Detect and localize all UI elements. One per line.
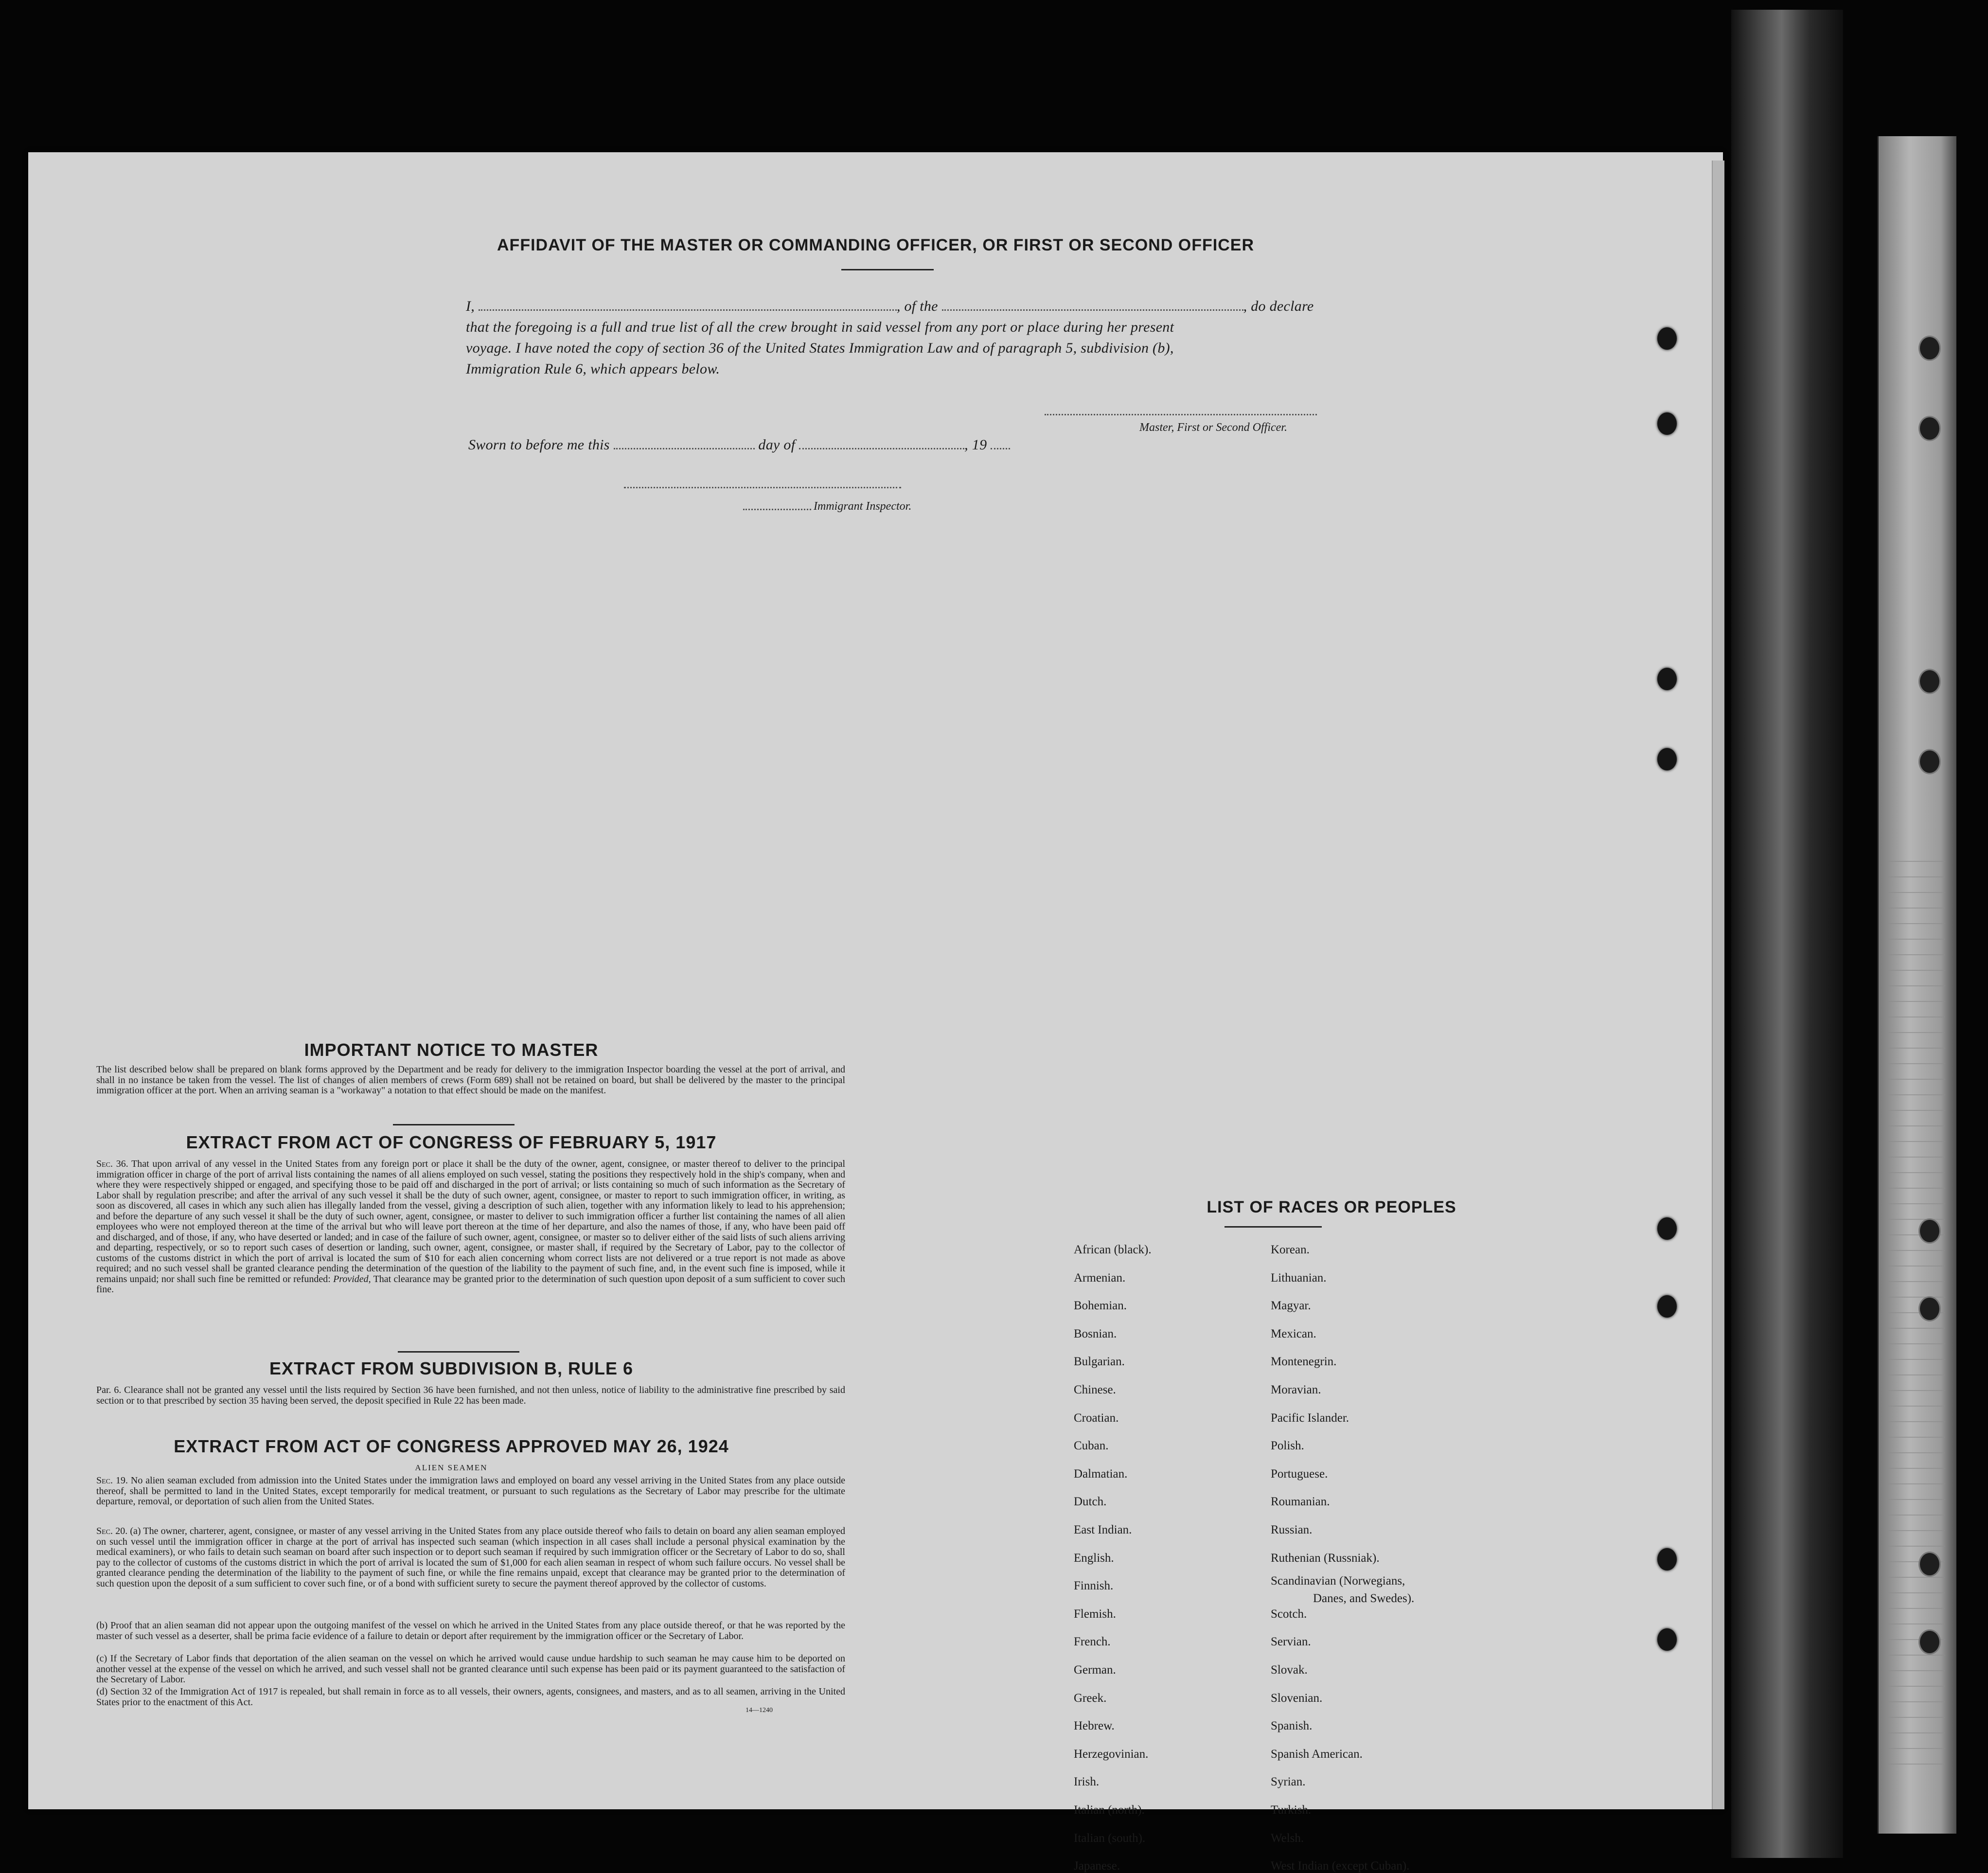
punch-hole — [1657, 1217, 1677, 1240]
race-item: Slovenian. — [1271, 1691, 1323, 1705]
section-rule — [398, 1351, 519, 1353]
punch-hole — [1657, 327, 1677, 350]
vessel-name-field[interactable] — [942, 309, 1243, 311]
binder-hole — [1918, 1296, 1941, 1321]
race-item: Greek. — [1074, 1691, 1107, 1705]
master-name-field[interactable] — [479, 309, 897, 311]
master-signature-line[interactable] — [1045, 414, 1317, 415]
sworn-month-field[interactable] — [799, 448, 964, 449]
declaration-i: I, — [466, 298, 475, 314]
punch-hole — [1657, 1548, 1677, 1570]
extract-1917-text — [96, 1159, 845, 1295]
race-item: Mexican. — [1271, 1327, 1316, 1340]
race-item: German. — [1074, 1663, 1116, 1677]
race-item: Ruthenian (Russniak). — [1271, 1551, 1380, 1565]
declaration-line-1 — [466, 298, 1314, 315]
race-item: Dalmatian. — [1074, 1467, 1128, 1481]
binder-hole — [1918, 416, 1941, 441]
binder-hole — [1918, 1218, 1941, 1244]
race-item: English. — [1074, 1551, 1114, 1565]
race-item: Lithuanian. — [1271, 1271, 1327, 1284]
punch-hole — [1657, 668, 1677, 690]
manifest-page — [28, 152, 1723, 1873]
sworn-year-field[interactable] — [991, 448, 1010, 449]
races-title-rule — [1225, 1226, 1322, 1228]
race-item: Japanese. — [1074, 1859, 1120, 1873]
master-signature-label: Master, First or Second Officer. — [1139, 421, 1287, 434]
race-item: Herzegovinian. — [1074, 1747, 1149, 1761]
race-item: Hebrew. — [1074, 1719, 1115, 1733]
punch-hole — [1657, 1628, 1677, 1651]
binder-hole — [1918, 669, 1941, 694]
race-item: Bosnian. — [1074, 1327, 1117, 1340]
extract-rule6-title: EXTRACT FROM SUBDIVISION B, RULE 6 — [269, 1358, 634, 1378]
affidavit-title: AFFIDAVIT OF THE MASTER OR COMMANDING OFFICER, OR FIRST OR SECOND OFFICER — [497, 236, 1254, 254]
race-item: Italian (north). — [1074, 1803, 1145, 1817]
sworn-day-field[interactable] — [614, 448, 755, 449]
alien-seamen-subtitle: ALIEN SEAMEN — [415, 1463, 488, 1472]
page-edge — [1712, 161, 1724, 1809]
section-rule — [393, 1124, 515, 1125]
race-item: Flemish. — [1074, 1607, 1116, 1621]
race-item: Italian (south). — [1074, 1831, 1146, 1845]
extract-1917-title: EXTRACT FROM ACT OF CONGRESS OF FEBRUARY 5, 1917 — [186, 1132, 717, 1152]
sec-19-body: No alien seaman excluded from admission into the United States under the immigration laws and employed on board any vessel arriving in the United States from any place outside thereof, shall be permitted to land in the United States, except temporarily for medical treatment, or pursuant to such regulations as the Secretary of Labor may prescribe for the ultimate departure, removal, or deportation of such alien from the United States. — [96, 1475, 846, 1507]
race-item: African (black). — [1074, 1243, 1152, 1256]
inspector-signature-line[interactable] — [624, 487, 901, 488]
race-item: Slovak. — [1271, 1663, 1308, 1677]
race-item: East Indian. — [1074, 1523, 1132, 1536]
sworn-year: , 19 — [964, 437, 987, 453]
race-item: Spanish American. — [1271, 1747, 1363, 1761]
sec-20a-body: (a) The owner, charterer, agent, consignee, or master of any vessel arriving in the United States from any place outside thereof who fails to detain on board any alien seaman employed on such vessel until the immigration officer in charge at the port of arrival has inspected such seaman (which inspection in all cases shall include a personal physical examination by the medical examiners), or who fails to detain such seaman on board after such inspection or to deport such seaman if required by such immigration officer or the Secretary of Labor to do so, shall pay to the collector of customs of the customs district in which the port of arrival is located the sum of $1,000 for each alien seaman in respect of whom such failure occurs. No vessel shall be granted clearance pending the determination of the liability to the payment of such fine, or while the fine remains unpaid, except that clearance may be granted prior to the determination of such question upon the deposit of a sum sufficient to cover such fine, or of a bond with sufficient surety to secure the payment thereof approved by the collector of customs. — [96, 1526, 846, 1589]
punch-hole — [1657, 412, 1677, 435]
race-item: Scandinavian (Norwegians, — [1271, 1574, 1405, 1588]
race-item: Bohemian. — [1074, 1299, 1127, 1313]
proviso-label: Provided, — [333, 1273, 371, 1284]
extract-rule6-text: Par. 6. Clearance shall not be granted any vessel until the lists required by Section 36 have been furnished, and not then unless, notice of liability to the administrative fine prescribed by said section or to that prescribed by section 35 having been served, the deposit specified in Rule 22 has been made. — [96, 1385, 845, 1406]
sec-20c-text: (c) If the Secretary of Labor finds that deportation of the alien seaman on the vessel on which he arrived would cause undue hardship to such seaman he may cause him to be deported on another vessel at the expense of the vessel on which he arrived, and such vessel shall not be granted clearance until such expense has been paid or its payment guaranteed to the satisfaction of the Secretary of Labor. — [96, 1653, 845, 1685]
race-item: Portuguese. — [1271, 1467, 1328, 1481]
declaration-line-4: Immigration Rule 6, which appears below. — [466, 361, 720, 377]
race-item: Polish. — [1271, 1439, 1304, 1453]
form-number: 14—1240 — [746, 1707, 773, 1714]
binder-hole — [1918, 1629, 1941, 1655]
declaration-line-3: voyage. I have noted the copy of section 36 of the United States Immigration Law and of paragraph 5, subdivision (b), — [466, 340, 1174, 356]
race-item: Spanish. — [1271, 1719, 1313, 1733]
race-item: Welsh. — [1271, 1831, 1304, 1845]
races-title: LIST OF RACES OR PEOPLES — [1207, 1198, 1456, 1216]
sec-36-body: That upon arrival of any vessel in the United States from any foreign port or place it shall be the duty of the owner, agent, consignee, or master thereof to deliver to the principal immigration officer in charge of the port of arrival lists containing the names of all aliens employed on such vessel, stating the positions they respectively hold in the ship's company, when and where they were respectively shipped or engaged, and specifying those to be paid off and discharged in the port of arrival; or lists containing so much of such information as the Secretary of Labor shall by regulation prescribe; and after the arrival of any such vessel it shall be the duty of such owner, agent, consignee, or master to report to such immigration officer, in writing, as soon as discovered, all cases in which any such alien has illegally landed from the vessel, giving a description of such alien, together with any information likely to lead to his apprehension; and before the departure of any such vessel it shall be the duty of such owner, agent, consignee, or master to deliver to such immigration officer a further list containing the names of all alien employees who were not employed thereon at the time of the arrival but who will leave port thereon at the time of her departure, and also the names of those, if any, who have been paid off and discharged, and of those, if any, who have deserted or landed; and in case of the failure of such owner, agent, consignee, or master so to deliver either of the said lists of such aliens arriving and departing, respectively, or so to report such cases of desertion or landing, such owner, agent, consignee, or master shall, if required by the Secretary of Labor, pay to the collector of customs of the customs district in which the port of arrival is located the sum of $10 for each alien concerning whom correct lists are not delivered or a true report is not made as above required; and no such vessel shall be granted clearance pending the determination of the question of the liability to the payment of such fine, and, in the event such fine is imposed, while it remains unpaid; nor shall such fine be remitted or refunded: — [96, 1159, 846, 1284]
race-item: Turkish. — [1271, 1803, 1312, 1817]
sec-20-label: Sec. 20. — [96, 1526, 128, 1536]
race-item: Montenegrin. — [1271, 1355, 1337, 1369]
sworn-line — [468, 437, 1010, 453]
extract-1924-title: EXTRACT FROM ACT OF CONGRESS APPROVED MAY 26, 1924 — [174, 1436, 729, 1456]
race-item: Moravian. — [1271, 1383, 1321, 1396]
inspector-leader-line — [743, 509, 811, 510]
race-item: Scotch. — [1271, 1607, 1307, 1621]
race-item: Russian. — [1271, 1523, 1313, 1536]
sec-19-label: Sec. 19. — [96, 1475, 128, 1486]
race-item: Danes, and Swedes). — [1313, 1592, 1415, 1605]
proviso-body: That clearance may be granted prior to the determination of such question upon deposit of a sum sufficient to cover such fine. — [96, 1273, 846, 1295]
notice-text: The list described below shall be prepared on blank forms approved by the Department and be ready for delivery to the immigration Inspector boarding the vessel at the port of arrival, and shall in no instance be taken from the vessel. The list of changes of alien members of crews (Form 689) shall not be retained on board, but shall be delivered by the master to the principal immigration officer at the port. When an arriving seaman is a "workaway" a notation to that effect should be made on the manifest. — [96, 1064, 845, 1096]
race-item: Finnish. — [1074, 1579, 1114, 1593]
race-item: Armenian. — [1074, 1271, 1126, 1284]
declaration-of-the: , of the — [896, 298, 938, 314]
race-item: Syrian. — [1271, 1775, 1306, 1789]
race-item: Magyar. — [1271, 1299, 1311, 1313]
declaration-line-2: that the foregoing is a full and true list of all the crew brought in said vessel from any port or place during her present — [466, 319, 1174, 335]
binder-hole — [1918, 1552, 1941, 1577]
sworn-before: Sworn to before me this — [468, 437, 610, 453]
race-item: Roumanian. — [1271, 1495, 1330, 1509]
race-item: Dutch. — [1074, 1495, 1107, 1509]
binder-strip — [1731, 10, 1843, 1858]
race-item: Pacific Islander. — [1271, 1411, 1349, 1425]
race-item: Cuban. — [1074, 1439, 1109, 1453]
race-item: West Indian (except Cuban). — [1271, 1859, 1410, 1873]
punch-hole — [1657, 1295, 1677, 1318]
sec-36-label: Sec. 36. — [96, 1159, 128, 1169]
race-item: Bulgarian. — [1074, 1355, 1125, 1369]
race-item: French. — [1074, 1635, 1111, 1649]
race-item: Korean. — [1271, 1243, 1310, 1256]
sec-20d-text: (d) Section 32 of the Immigration Act of 1917 is repealed, but shall remain in force as to all vessels, their owners, agents, consignees, and masters, and as to all seamen, arriving in the United States prior to the enactment of this Act. — [96, 1686, 845, 1708]
sworn-day-of: day of — [758, 437, 796, 453]
race-item: Irish. — [1074, 1775, 1100, 1789]
sec-19-text — [96, 1476, 845, 1507]
race-item: Servian. — [1271, 1635, 1311, 1649]
race-item: Chinese. — [1074, 1383, 1116, 1396]
punch-hole — [1657, 748, 1677, 770]
race-item: Croatian. — [1074, 1411, 1119, 1425]
sec-20b-text: (b) Proof that an alien seaman did not appear upon the outgoing manifest of the vessel on which he arrived in the United States from any place outside thereof, or that he was reported by the master of such vessel as a deserter, shall be prima facie evidence of a failure to detain or deport after requirement by the immigration officer or the Secretary of Labor. — [96, 1620, 845, 1641]
title-rule — [841, 269, 934, 270]
inspector-label: Immigrant Inspector. — [814, 500, 912, 513]
notice-title: IMPORTANT NOTICE TO MASTER — [304, 1040, 599, 1060]
sec-20a-text — [96, 1526, 845, 1589]
binder-hole — [1918, 336, 1941, 361]
binder-hole — [1918, 749, 1941, 774]
declaration-do-declare: , do declare — [1243, 298, 1314, 314]
